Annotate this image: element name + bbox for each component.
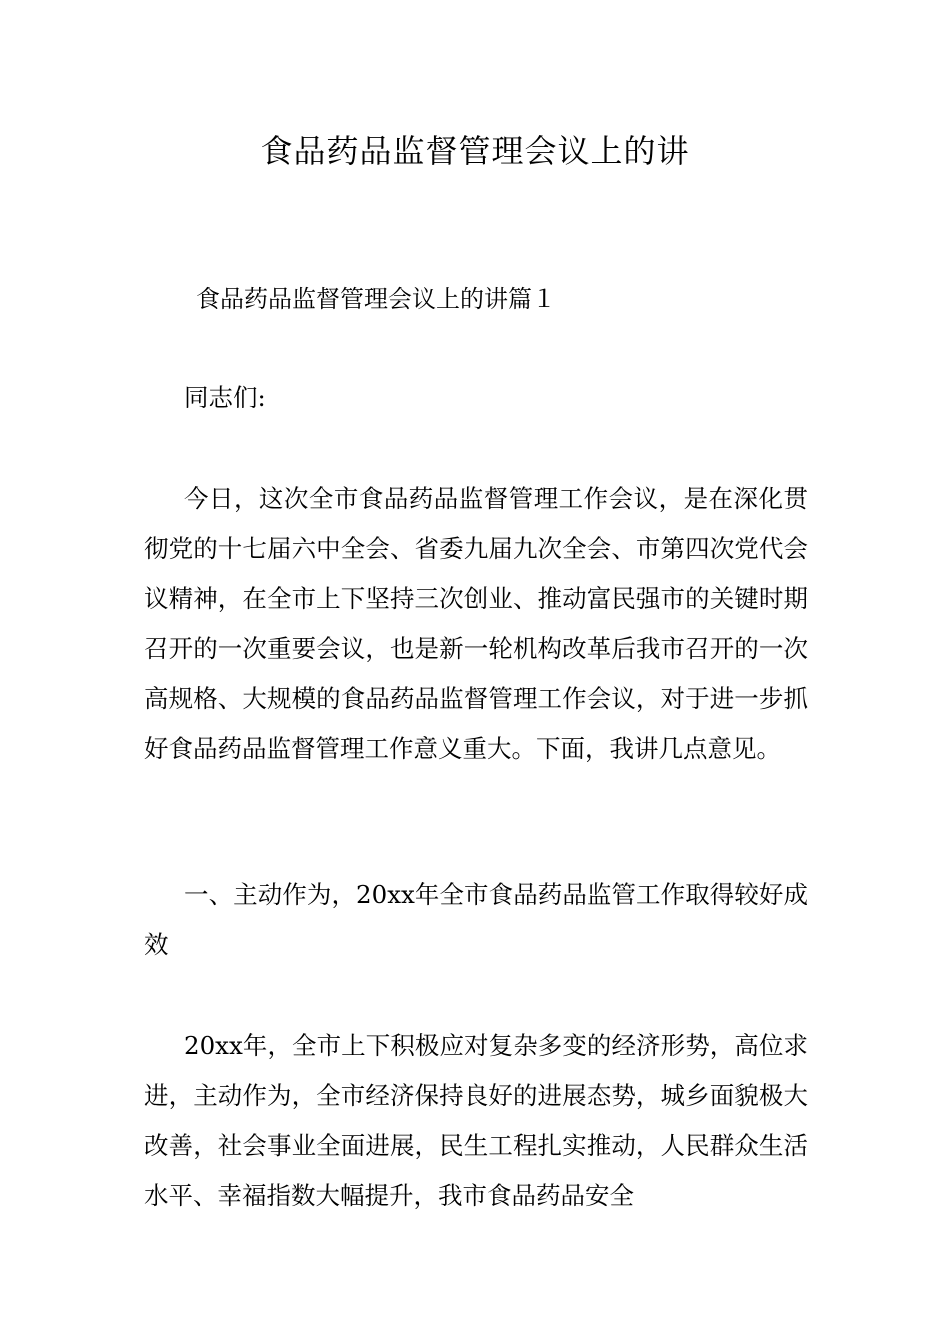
opening-paragraph: 今日，这次全市食品药品监督管理工作会议，是在深化贯彻党的十七届六中全会、省委九届九次全会、市第四次党代会议精神，在全市上下坚持三次创业、推动富民强市的关键时期召开的一次重要会议，也是新一轮机构改革后我市召开的一次高规格、大规模的食品药品监督管理工作会议，对于进一步抓好食品药品监督管理工作意义重大。下面，我讲几点意见。 (144, 484, 808, 763)
document-title: 食品药品监督管理会议上的讲 (260, 132, 690, 170)
section-body-paragraph: 20xx年，全市上下积极应对复杂多变的经济形势，高位求进，主动作为，全市经济保持良好的进展态势，城乡面貌极大改善，社会事业全面进展，民生工程扎实推动，人民群众生活水平、幸福指数大幅提升，我市食品药品安全 (144, 1031, 808, 1210)
section-heading-1: 一、主动作为，20xx年全市食品药品监管工作取得较好成效 (144, 880, 808, 959)
document-subtitle: 食品药品监督管理会议上的讲篇１ (196, 285, 556, 313)
greeting-paragraph: 同志们: (184, 383, 266, 412)
